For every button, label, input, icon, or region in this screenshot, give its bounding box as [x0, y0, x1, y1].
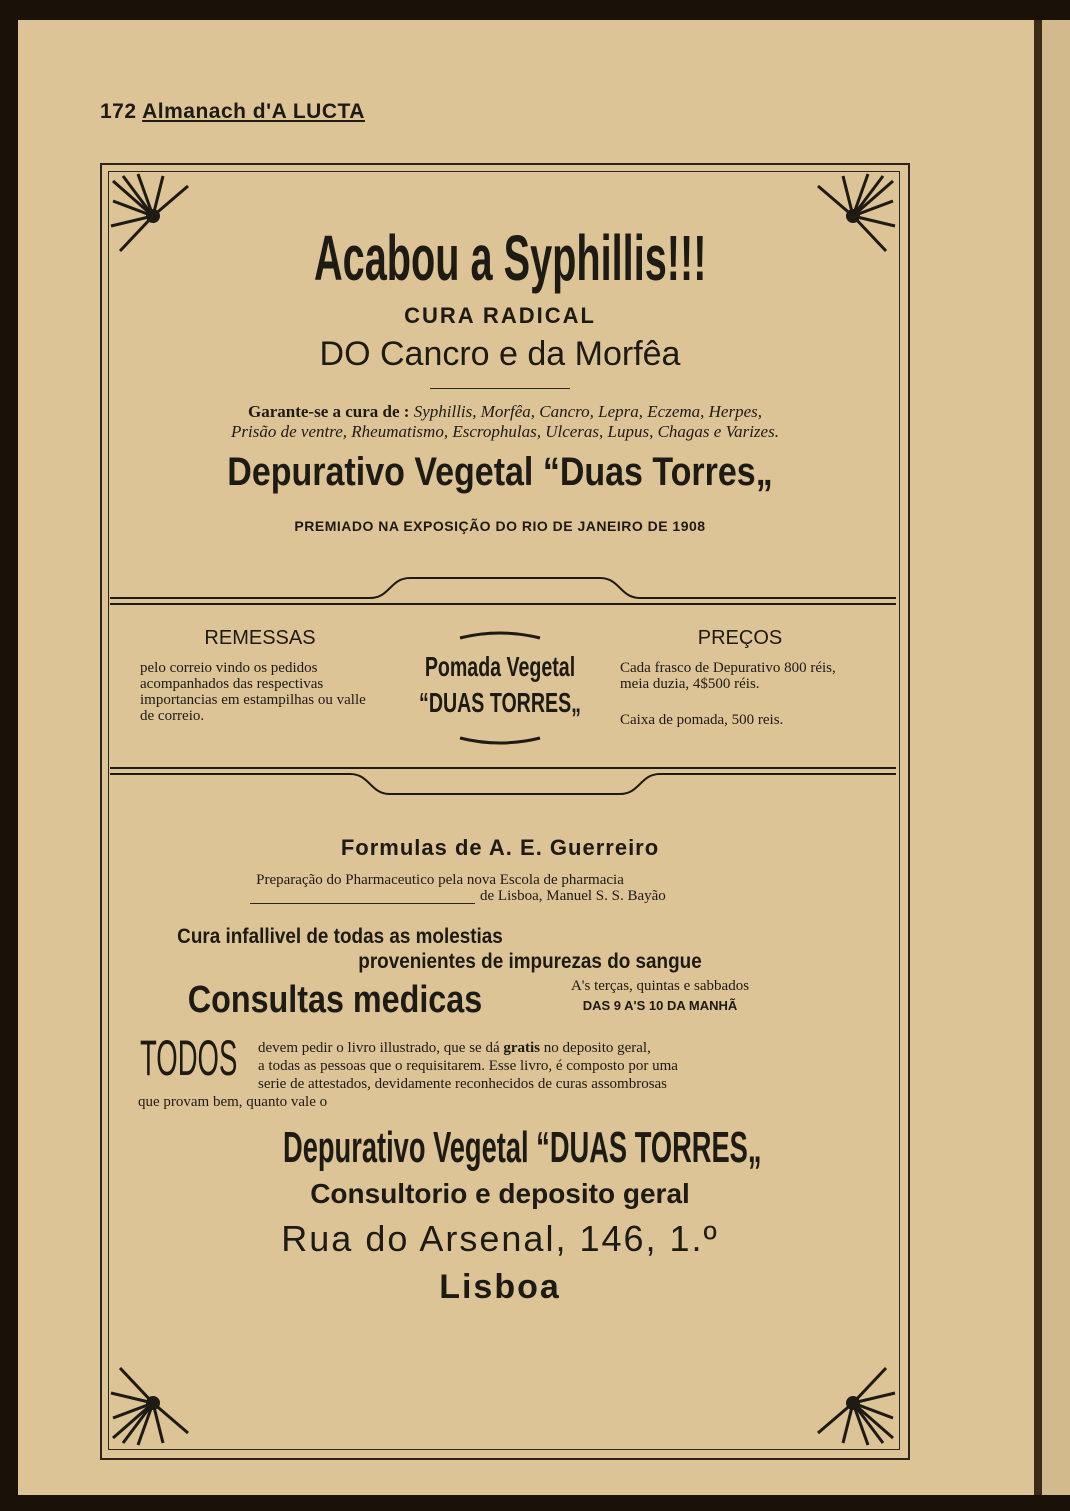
corner-ornament-top-right: [798, 171, 898, 271]
remessas-title: REMESSAS: [204, 627, 316, 649]
todos-text-4: que provam bem, quanto vale o: [138, 1094, 328, 1110]
corner-ornament-bottom-right: [798, 1348, 898, 1448]
product-name: Depurativo Vegetal “Duas Torres„: [227, 450, 773, 494]
page-header: [100, 100, 365, 124]
guarantee-line-1: [130, 402, 880, 422]
remessas-text: pelo correio vindo os pedidos acompanhados das respectivas importancias em estampilhas ou valle de correio.: [140, 660, 366, 724]
product-name-2: Depurativo Vegetal “DUAS TORRES„: [283, 1123, 762, 1172]
precos-text-2: Caixa de pomada, 500 reis.: [620, 712, 784, 728]
facing-page-edge: [1042, 20, 1070, 1495]
cure-label: CURA RADICAL: [404, 303, 596, 328]
todos-word: TODOS: [140, 1030, 238, 1086]
precos-title: PREÇOS: [697, 627, 783, 649]
consultas-hours: DAS 9 A'S 10 DA MANHÃ: [582, 998, 738, 1013]
guarantee-list-2: Prisão de ventre, Rheumatismo, Escrophulas, Ulceras, Lupus, Chagas e Varizes.: [231, 422, 779, 441]
cura-line-2: provenientes de impurezas do sangue: [358, 950, 702, 973]
precos-text-1: Cada frasco de Depurativo 800 réis, meia duzia, 4$500 réis.: [620, 660, 836, 692]
guarantee-list-1: Syphillis, Morfêa, Cancro, Lepra, Eczema, Herpes,: [413, 402, 763, 421]
pomada-line-1: Pomada Vegetal: [424, 651, 576, 682]
address-line: Rua do Arsenal, 146, 1.º: [281, 1218, 719, 1259]
corner-ornament-top-left: [108, 171, 208, 271]
ornamental-rule-top: [110, 568, 896, 608]
formulas-underline: [250, 903, 475, 904]
formulas-title: Formulas de A. E. Guerreiro: [340, 835, 660, 860]
todos-text-3: serie de attestados, devidamente reconhecidos de curas assombrosas: [258, 1076, 668, 1092]
corner-ornament-bottom-left: [108, 1348, 208, 1448]
todos-text-2: a todas as pessoas que o requisitarem. Esse livro, é composto por uma: [258, 1058, 678, 1074]
pomada-line-2: “DUAS TORRES„: [419, 687, 581, 718]
todos-text-1b: no deposito geral,: [543, 1040, 651, 1056]
almanac-title: Almanach d'A LUCTA: [142, 100, 365, 123]
consultas-title: Consultas medicas: [187, 979, 483, 1021]
book-gutter: [1034, 20, 1042, 1495]
city-line: Lisboa: [439, 1268, 561, 1306]
cura-line-1: Cura infallivel de todas as molestias: [177, 925, 503, 948]
headline: Acabou a Syphillis!!!: [314, 222, 707, 294]
todos-gratis: gratis: [503, 1040, 541, 1056]
consultas-days: A's terças, quintas e sabbados: [570, 978, 750, 994]
todos-text-1a: devem pedir o livro illustrado, que se dá: [258, 1040, 500, 1056]
consultorio-line: Consultorio e deposito geral: [310, 1178, 690, 1209]
ornamental-rule-bottom: [110, 764, 896, 804]
page-number: 172: [100, 100, 137, 123]
formulas-text-1: Preparação do Pharmaceutico pela nova Escola de pharmacia: [256, 872, 624, 888]
flourish-bottom: [455, 734, 545, 748]
guarantee-lead: Garante-se a cura de :: [247, 402, 410, 421]
todos-text-1: [258, 1040, 878, 1057]
cure-of: DO Cancro e da Morfêa: [319, 335, 681, 373]
flourish-top: [455, 628, 545, 642]
divider-short: [430, 388, 570, 389]
award-line: PREMIADO NA EXPOSIÇÃO DO RIO DE JANEIRO DE 1908: [294, 518, 706, 534]
formulas-text-2: de Lisboa, Manuel S. S. Bayão: [480, 888, 666, 904]
